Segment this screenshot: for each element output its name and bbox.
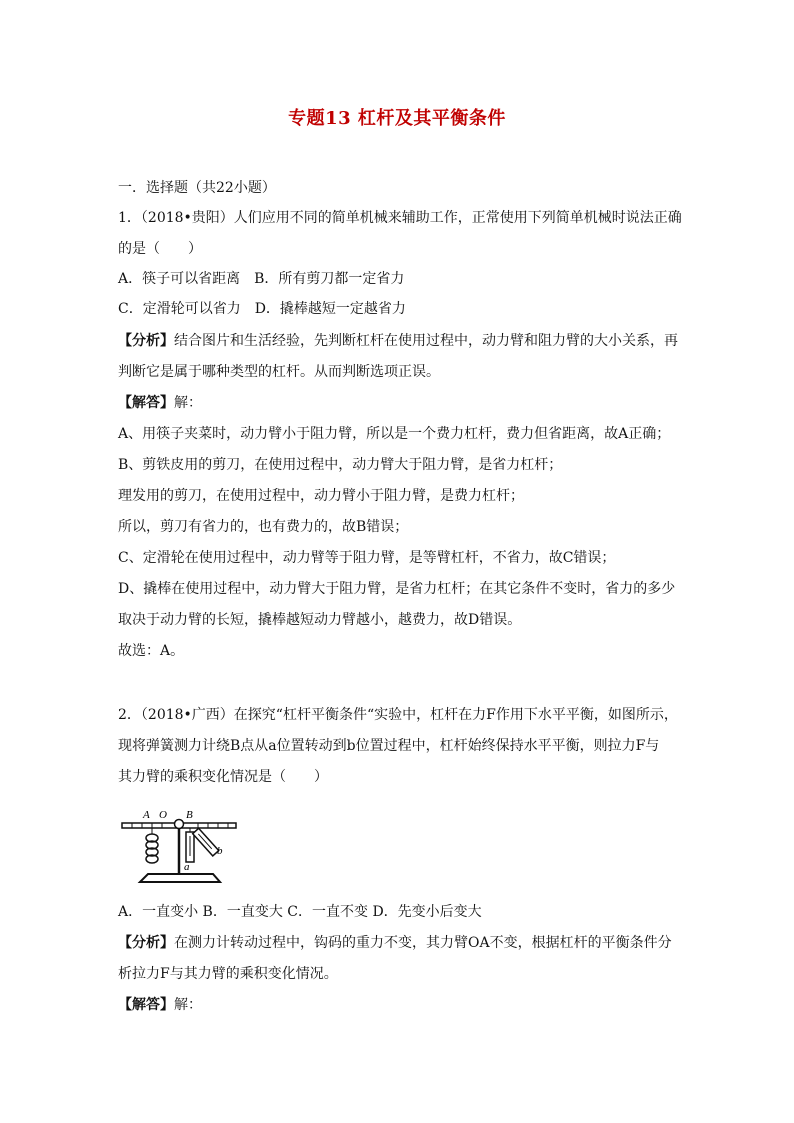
- q1-solution-line-4: 所以，剪刀有省力的，也有费力的，故B错误；: [118, 519, 409, 535]
- q1-options-line-1: A．筷子可以省距离 B．所有剪刀都一定省力: [118, 271, 405, 287]
- q2-options-line: A．一直变小 B．一直变大 C．一直不变 D．先变小后变大: [118, 904, 482, 920]
- q2-stem-line-3: 其力臂的乘积变化情况是（ ）: [118, 769, 328, 785]
- label-B: B: [186, 809, 193, 821]
- q2-answer-tag: 【解答】: [118, 997, 174, 1013]
- label-O: O: [159, 809, 167, 821]
- q2-answer-line: [118, 995, 688, 1015]
- q2-analysis-line-1: [118, 933, 688, 953]
- q2-analysis-tag: 【分析】: [118, 935, 174, 951]
- q2-analysis-line-2: 析拉力F与其力臂的乘积变化情况。: [118, 966, 338, 982]
- q1-analysis-line-2: 判断它是属于哪种类型的杠杆。从而判断选项正误。: [118, 364, 440, 380]
- q1-solution-line-7: 取决于动力臂的长短，撬棒越短动力臂越小，越费力，故D错误。: [118, 612, 522, 628]
- section-heading: 一．选择题（共22小题）: [118, 180, 276, 196]
- q1-solution-line-5: C、定滑轮在使用过程中，动力臂等于阻力臂，是等臂杠杆，不省力，故C错误；: [118, 550, 616, 566]
- label-b: b: [217, 845, 223, 857]
- label-A: A: [143, 809, 150, 821]
- q1-answer-line: [118, 393, 688, 413]
- q2-stem-line-1: 2．（2018•广西）在探究“杠杆平衡条件“实验中，杠杆在力F作用下水平平衡，如图所示，: [118, 707, 678, 723]
- q1-analysis-tag: 【分析】: [118, 333, 174, 349]
- q1-final-choice: 故选：A。: [118, 643, 185, 659]
- q1-solution-line-6: D、撬棒在使用过程中，动力臂大于阻力臂，是省力杠杆；在其它条件不变时，省力的多少: [118, 581, 676, 597]
- q1-answer-tag: 【解答】: [118, 395, 174, 411]
- q1-analysis-text: 结合图片和生活经验，先判断杠杆在使用过程中，动力臂和阻力臂的大小关系，再: [174, 333, 678, 349]
- pivot-point: [175, 820, 184, 829]
- lever-figure: [118, 798, 242, 892]
- q1-solution-line-2: B、剪铁皮用的剪刀，在使用过程中，动力臂大于阻力臂，是省力杠杆；: [118, 457, 563, 473]
- q1-solution-line-1: A、用筷子夹菜时，动力臂小于阻力臂，所以是一个费力杠杆，费力但省距离，故A正确；: [118, 426, 671, 442]
- q2-stem-line-2: 现将弹簧测力计绕B点从a位置转动到b位置过程中，杠杆始终保持水平平衡，则拉力F与: [118, 738, 660, 754]
- page-title: 专题13 杠杆及其平衡条件: [288, 108, 506, 129]
- label-a: a: [184, 861, 190, 873]
- q1-stem-line-2: 的是（ ）: [118, 241, 202, 257]
- q1-options-line-2: C．定滑轮可以省力 D．撬棒越短一定越省力: [118, 301, 406, 317]
- q1-analysis-line-1: [118, 331, 688, 351]
- q1-solution-line-3: 理发用的剪刀，在使用过程中，动力臂小于阻力臂，是费力杠杆；: [118, 488, 524, 504]
- q1-answer-intro: 解：: [174, 395, 202, 411]
- q2-analysis-text: 在测力计转动过程中，钩码的重力不变，其力臂OA不变，根据杠杆的平衡条件分: [174, 935, 672, 951]
- q1-stem-line-1: 1．（2018•贵阳）人们应用不同的简单机械来辅助工作，正常使用下列简单机械时说法正确: [118, 210, 682, 226]
- q2-answer-intro: 解：: [174, 997, 202, 1013]
